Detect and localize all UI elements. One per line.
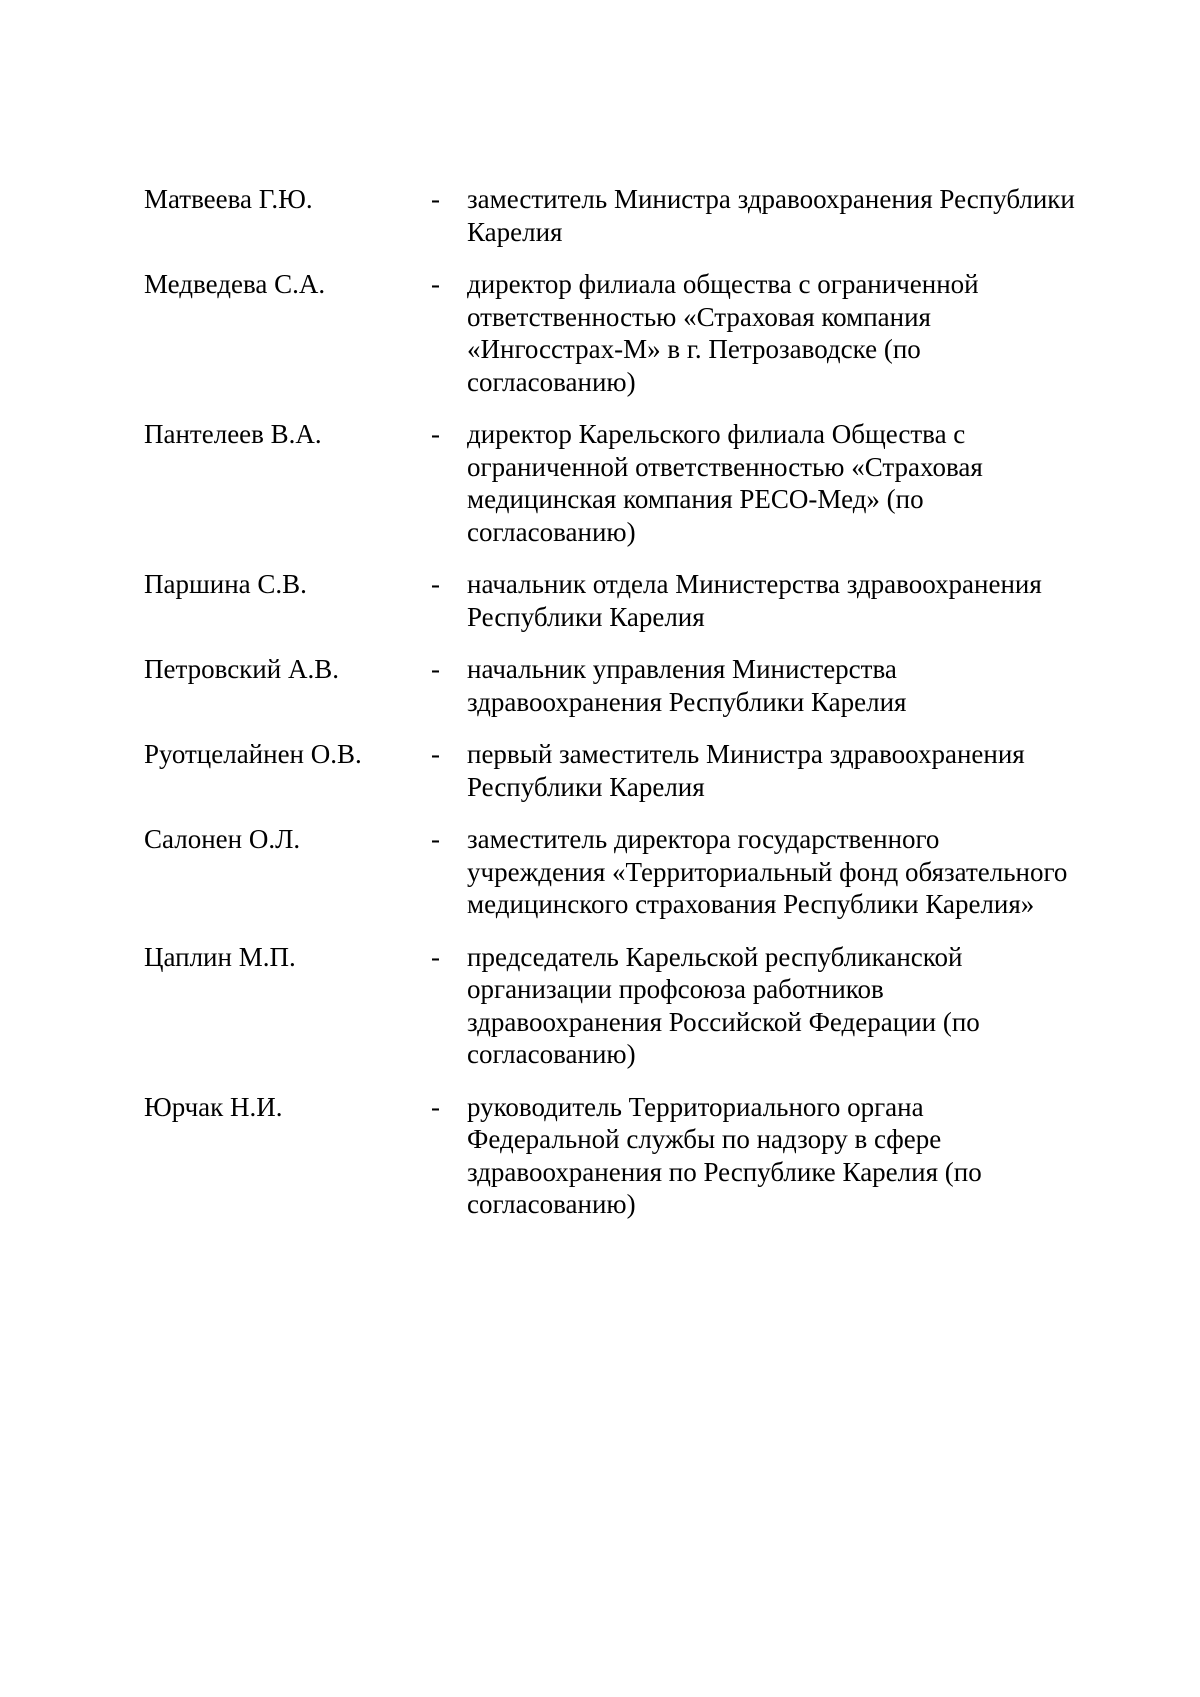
position-line: директор Карельского филиала Общества с [467,419,966,449]
position-line: согласованию) [467,1039,636,1069]
position-line: здравоохранения Российской Федерации (по [467,1006,980,1037]
dash-separator: - [431,654,440,684]
member-name: Петровский А.В. [144,654,339,684]
position-line: ответственностью «Страховая компания [467,301,931,332]
member-position [467,418,1107,548]
dash-separator: - [431,824,440,854]
position-line: медицинского страхования Республики Карелия» [467,889,1035,919]
position-line: ограниченной ответственностью «Страховая [467,451,983,482]
position-line: «Ингосстрах-М» в г. Петрозаводске (по [467,334,921,364]
position-line: начальник управления Министерства [467,654,897,684]
position-line: согласованию) [467,1189,636,1219]
member-position [467,653,1107,718]
member-position [467,823,1107,921]
dash-separator: - [431,184,440,214]
member-position [467,183,1107,248]
list-item [144,941,1124,1071]
member-position [467,268,1107,398]
dash-separator: - [431,1091,440,1122]
member-name: Руотцелайнен О.В. [144,739,362,769]
position-line: руководитель Территориального органа [467,1091,924,1122]
dash-separator: - [431,569,440,599]
position-line: здравоохранения по Республике Карелия (по [467,1156,982,1187]
dash-separator: - [431,941,440,972]
member-position [467,941,1107,1071]
dash-separator: - [431,269,440,299]
dash-separator: - [431,739,440,769]
member-name: Цаплин М.П. [144,941,296,972]
list-item [144,738,1124,803]
member-position [467,738,1107,803]
position-line: первый заместитель Министра здравоохранения [467,739,1025,769]
member-position [467,568,1107,633]
position-line: учреждения «Территориальный фонд обязательного [467,856,1068,887]
list-item [144,418,1124,548]
position-line: Федеральной службы по надзору в сфере [467,1124,942,1154]
position-line: здравоохранения Республики Карелия [467,686,907,717]
member-name: Медведева С.А. [144,269,326,299]
member-name: Юрчак Н.И. [144,1091,283,1122]
position-line: председатель Карельской республиканской [467,941,963,972]
list-item [144,823,1124,921]
member-name: Паршина С.В. [144,569,307,599]
position-line: начальник отдела Министерства здравоохранения [467,569,1042,599]
member-name: Салонен О.Л. [144,824,301,854]
position-line: организации профсоюза работников [467,974,884,1004]
position-line: Карелия [467,216,563,247]
position-line: заместитель директора государственного [467,824,940,854]
dash-separator: - [431,419,440,449]
list-item [144,1091,1124,1221]
list-item [144,568,1124,633]
member-name: Матвеева Г.Ю. [144,184,313,214]
position-line: медицинская компания РЕСО-Мед» (по [467,484,924,514]
position-line: директор филиала общества с ограниченной [467,269,979,299]
position-line: заместитель Министра здравоохранения Республики [467,184,1075,214]
member-position [467,1091,1107,1221]
position-line: Республики Карелия [467,601,705,632]
list-item [144,653,1124,718]
position-line: согласованию) [467,366,636,397]
list-item [144,268,1124,398]
member-name: Пантелеев В.А. [144,419,322,449]
position-line: Республики Карелия [467,771,705,802]
position-line: согласованию) [467,516,636,547]
members-list [144,183,1124,1241]
list-item [144,183,1124,248]
